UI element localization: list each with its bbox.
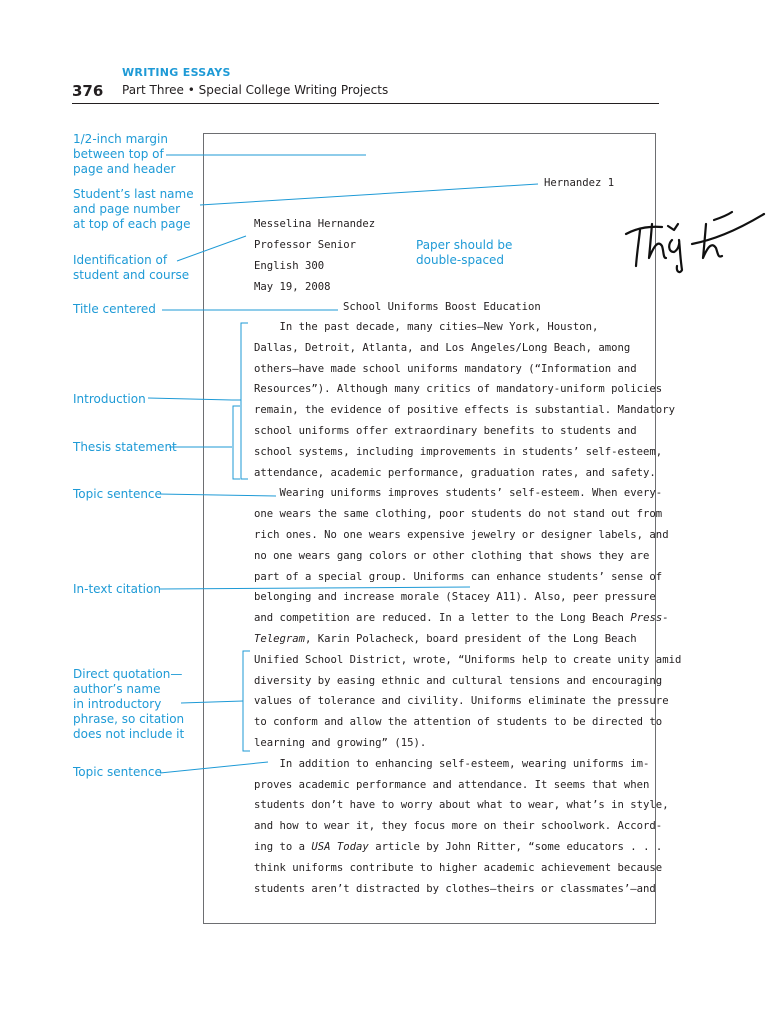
essay-line: belonging and increase morale (Stacey A11). Also, peer pressure: [254, 591, 656, 604]
annotation-topic-sentence-2: Topic sentence: [73, 765, 162, 779]
header-divider: [72, 103, 659, 104]
handwritten-signature-icon: [622, 196, 767, 276]
part-title: Part Three • Special College Writing Projects: [122, 83, 389, 97]
essay-line: Dallas, Detroit, Atlanta, and Los Angeles/Long Beach, among: [254, 341, 631, 354]
essay-line: Wearing uniforms improves students’ self-esteem. When every-: [254, 487, 663, 500]
essay-line: no one wears gang colors or other clothing that shows they are: [254, 549, 650, 562]
essay-line: others—have made school uniforms mandatory (“Information and: [254, 362, 637, 375]
essay-line: to conform and allow the attention of students to be directed to: [254, 716, 663, 729]
student-name: Messelina Hernandez: [254, 218, 376, 230]
annotation-double-spaced: Paper should be double-spaced: [416, 238, 513, 267]
annotation-direct-quotation: Direct quotation— author’s name in introductory phrase, so citation does not include it: [73, 667, 185, 741]
essay-line: Unified School District, wrote, “Uniforms help to create unity amid: [254, 653, 682, 666]
essay-line: In the past decade, many cities—New York, Houston,: [254, 321, 599, 333]
essay-line: diversity by easing ethnic and cultural tensions and encouraging: [254, 674, 663, 687]
paper-date: May 19, 2008: [254, 281, 331, 293]
professor-name: Professor Senior: [254, 239, 357, 251]
essay-line: and how to wear it, they focus more on their schoolwork. Accord-: [254, 820, 663, 833]
essay-line: and competition are reduced. In a letter to the Long Beach Press-: [254, 612, 669, 625]
essay-line: rich ones. No one wears expensive jewelry or designer labels, and: [254, 529, 669, 541]
essay-line: learning and growing” (15).: [254, 737, 427, 749]
annotation-title-centered: Title centered: [73, 302, 156, 316]
annotation-margin: 1/2-inch margin between top of page and header: [73, 132, 176, 176]
essay-line: Resources”). Although many critics of mandatory-uniform policies: [254, 383, 663, 396]
essay-line: students don’t have to worry about what to wear, what’s in style,: [254, 799, 669, 812]
essay-line: students aren’t distracted by clothes—theirs or classmates’—and: [254, 882, 656, 895]
annotation-last-name: Student’s last name and page number at top of each page: [73, 187, 194, 231]
essay-line: proves academic performance and attendance. It seems that when: [254, 778, 650, 791]
paper-title: School Uniforms Boost Education: [343, 301, 541, 313]
essay-line: one wears the same clothing, poor students do not stand out from: [254, 508, 663, 521]
annotation-topic-sentence-1: Topic sentence: [73, 487, 162, 501]
essay-line: Telegram, Karin Polacheck, board president of the Long Beach: [254, 633, 637, 645]
page-number: 376: [72, 82, 104, 100]
essay-line: school uniforms offer extraordinary benefits to students and: [254, 425, 637, 437]
section-heading: WRITING ESSAYS: [122, 66, 231, 79]
essay-line: values of tolerance and civility. Uniforms eliminate the pressure: [254, 695, 669, 708]
annotation-introduction: Introduction: [73, 392, 146, 406]
essay-line: remain, the evidence of positive effects is substantial. Mandatory: [254, 404, 675, 417]
essay-line: ing to a USA Today article by John Ritter, “some educators . . .: [254, 841, 663, 853]
annotation-thesis: Thesis statement: [73, 440, 177, 454]
running-head: Hernandez 1: [544, 177, 615, 189]
annotation-in-text-citation: In-text citation: [73, 582, 161, 596]
essay-line: school systems, including improvements in students’ self-esteem,: [254, 445, 663, 458]
essay-line: part of a special group. Uniforms can enhance students’ sense of: [254, 570, 663, 583]
essay-line: think uniforms contribute to higher academic achievement because: [254, 861, 663, 874]
essay-line: attendance, academic performance, graduation rates, and safety.: [254, 466, 656, 479]
course-name: English 300: [254, 260, 325, 272]
annotation-identification: Identification of student and course: [73, 253, 190, 282]
essay-line: In addition to enhancing self-esteem, wearing uniforms im-: [254, 757, 650, 770]
